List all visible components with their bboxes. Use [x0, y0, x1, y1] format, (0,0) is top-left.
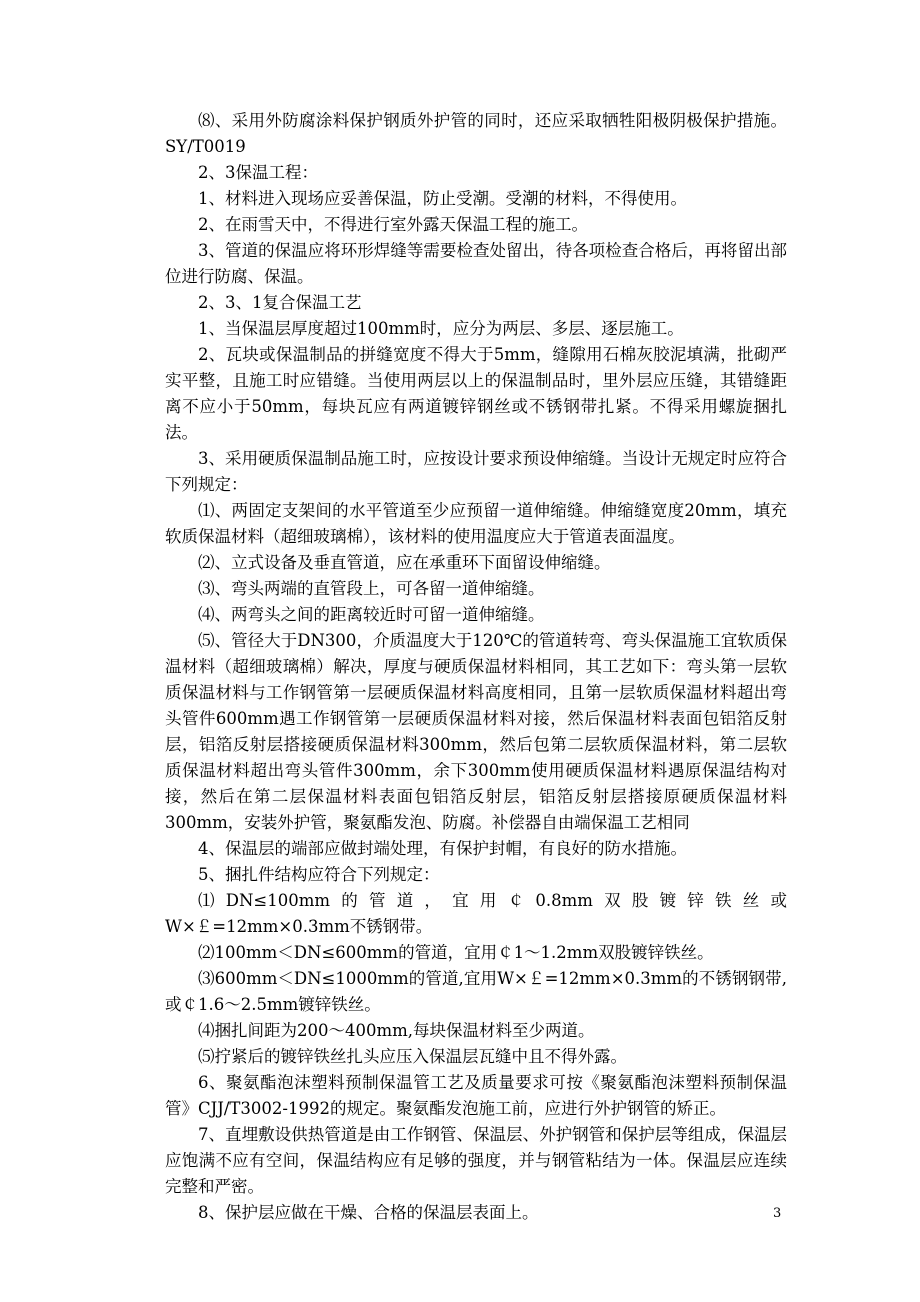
paragraph: ⑷、两弯头之间的距离较近时可留一道伸缩缝。 — [198, 605, 545, 624]
paragraph: ⑵100mm＜DN≤600mm的管道，宜用￠1～1.2mm双股镀锌铁丝。 — [198, 943, 714, 962]
page-number: 3 — [773, 1206, 782, 1221]
paragraph: ⑻、采用外防腐涂料保护钢质外护管的同时，还应采取牺牲阳极阴极保护措施。SY/T0019 — [165, 111, 787, 156]
paragraph: 3、采用硬质保温制品施工时，应按设计要求预设伸缩缝。当设计无规定时应符合下列规定： — [165, 449, 787, 494]
paragraph: 3、管道的保温应将环形焊缝等需要检查处留出，待各项检查合格后，再将留出部位进行防腐、保温。 — [165, 241, 787, 286]
paragraph: ⑷捆扎间距为200～400mm,每块保温材料至少两道。 — [198, 1021, 595, 1040]
paragraph: 7、直埋敷设供热管道是由工作钢管、保温层、外护钢管和保护层等组成，保温层应饱满不应有空间，保温结构应有足够的强度，并与钢管粘结为一体。保温层应连续完整和严密。 — [165, 1125, 787, 1196]
paragraph: 8、保护层应做在干燥、合格的保温层表面上。 — [198, 1203, 539, 1222]
paragraph: ⑶600mm＜DN≤1000mm的管道,宜用W×￡=12mm×0.3mm的不锈钢钢带,或￠1.6～2.5mm镀锌铁丝。 — [165, 969, 787, 1014]
paragraph: ⑵、立式设备及垂直管道，应在承重环下面留设伸缩缝。 — [198, 553, 611, 572]
paragraph: ⑴、两固定支架间的水平管道至少应预留一道伸缩缝。伸缩缝宽度20mm，填充软质保温材料（超细玻璃棉），该材料的使用温度应大于管道表面温度。 — [165, 501, 787, 546]
paragraph: ⑸、管径大于DN300，介质温度大于120℃的管道转弯、弯头保温施工宜软质保温材料（超细玻璃棉）解决，厚度与硬质保温材料相同，其工艺如下：弯头第一层软质保温材料与工作钢管第一层硬质保温材料高度相同，且第一层软质保温材料超出弯头管件600mm遇工作钢管第一层硬质保温材料对接，然后保温材料表面包铝箔反射层，铝箔反射层搭接硬质保温材料300mm，然后包第二层软质保温材料，第二层软质保温材料超出弯头管件300mm，余下300mm使用硬质保温材料遇原保温结构对接，然后在第二层保温材料表面包铝箔反射层，铝箔反射层搭接原硬质保温材料300mm，安装外护管，聚氨酯发泡、防腐。补偿器自由端保温工艺相同 — [165, 631, 787, 832]
paragraph: 2、瓦块或保温制品的拼缝宽度不得大于5mm，缝隙用石棉灰胶泥填满，批砌严实平整，且施工时应错缝。当使用两层以上的保温制品时，里外层应压缝，其错缝距离不应小于50mm，每块瓦应有两道镀锌钢丝或不锈钢带扎紧。不得采用螺旋捆扎法。 — [165, 345, 787, 442]
section-heading: 2、3、1复合保温工艺 — [198, 293, 362, 312]
body-text — [165, 108, 787, 1226]
paragraph: 1、当保温层厚度超过100mm时，应分为两层、多层、逐层施工。 — [198, 319, 684, 338]
paragraph: ⑸拧紧后的镀锌铁丝扎头应压入保温层瓦缝中且不得外露。 — [198, 1047, 627, 1066]
paragraph: 2、在雨雪天中，不得进行室外露天保温工程的施工。 — [198, 215, 588, 234]
paragraph: 6、聚氨酯泡沫塑料预制保温管工艺及质量要求可按《聚氨酯泡沫塑料预制保温管》CJJ/T3002-1992的规定。聚氨酯发泡施工前，应进行外护钢管的矫正。 — [165, 1073, 787, 1118]
paragraph: 1、材料进入现场应妥善保温，防止受潮。受潮的材料，不得使用。 — [198, 189, 687, 208]
paragraph: 5、捆扎件结构应符合下列规定： — [198, 865, 440, 884]
paragraph: 4、保温层的端部应做封端处理，有保护封帽，有良好的防水措施。 — [198, 839, 687, 858]
section-heading: 2、3保温工程： — [198, 163, 318, 182]
paragraph: ⑶、弯头两端的直管段上，可各留一道伸缩缝。 — [198, 579, 545, 598]
paragraph: ⑴DN≤100mm的管道，宜用￠0.8mm双股镀锌铁丝或W×￡=12mm×0.3mm不锈钢带。 — [165, 891, 787, 936]
